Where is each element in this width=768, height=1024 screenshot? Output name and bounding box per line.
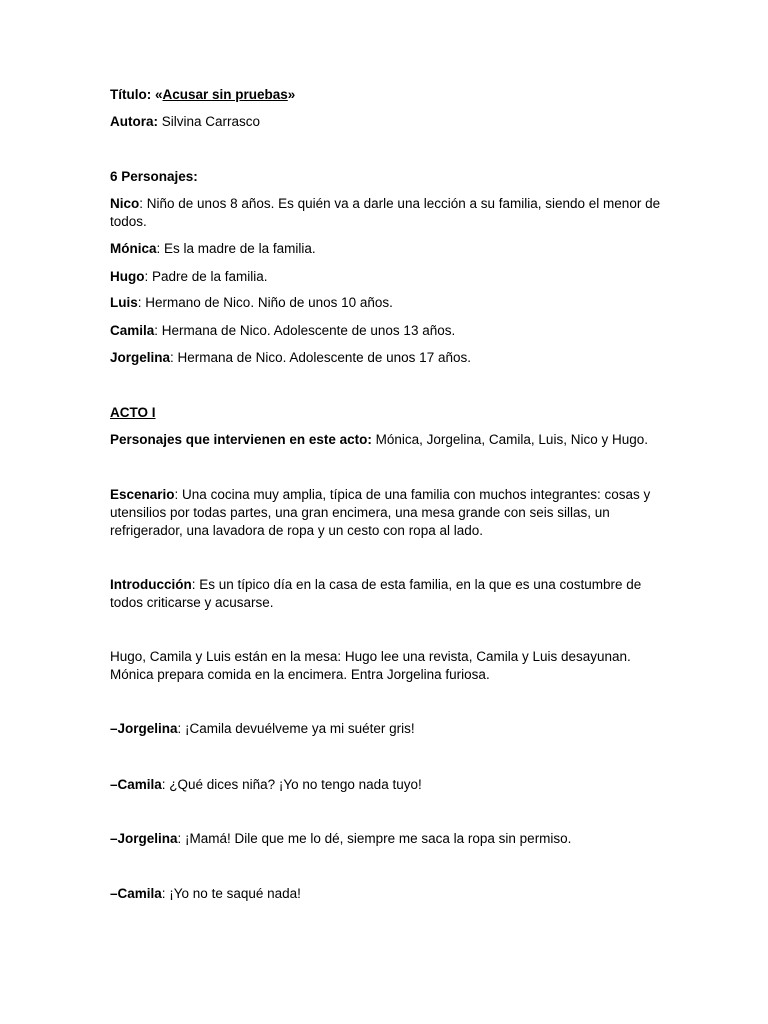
character-description: : Es la madre de la familia. (156, 241, 316, 256)
title-open-quote: « (151, 87, 163, 102)
character-entry (110, 322, 670, 340)
character-name: Jorgelina (110, 350, 171, 365)
play-title: Acusar sin pruebas (162, 87, 288, 102)
dialogue-text: : ¡Yo no te saqué nada! (161, 886, 301, 901)
act-heading: ACTO I (110, 405, 156, 420)
character-entry (110, 240, 670, 258)
character-description: : Hermana de Nico. Adolescente de unos 17 años. (170, 350, 471, 365)
stage-direction: Hugo, Camila y Luis están en la mesa: Hugo lee una revista, Camila y Luis desayunan. Mónica prepara comida en la encimera. Entra Jorgelina furiosa. (110, 649, 631, 682)
document-page (110, 0, 670, 1024)
author-name: Silvina Carrasco (158, 114, 261, 129)
participants-list: Mónica, Jorgelina, Camila, Luis, Nico y Hugo. (371, 432, 648, 447)
dialogue-line (110, 830, 670, 848)
setting-label: Escenario (110, 487, 175, 502)
author-line (110, 113, 670, 131)
character-name: Luis (110, 295, 138, 310)
title-label: Título: (110, 87, 152, 102)
characters-heading: 6 Personajes: (110, 169, 198, 184)
act-participants (110, 431, 670, 449)
dialogue-text: : ¿Qué dices niña? ¡Yo no tengo nada tuyo! (161, 777, 422, 792)
character-description: : Padre de la familia. (144, 269, 268, 284)
character-entry (110, 268, 670, 286)
character-entry (110, 349, 670, 367)
dialogue-speaker: –Camila (110, 886, 162, 901)
character-description: : Niño de unos 8 años. Es quién va a darle una lección a su familia, siendo el menor de todos. (110, 196, 661, 229)
character-name: Mónica (110, 241, 157, 256)
character-entry (110, 195, 670, 231)
dialogue-speaker: –Jorgelina (110, 831, 178, 846)
dialogue-line (110, 720, 670, 738)
dialogue-line (110, 885, 670, 903)
setting-text: : Una cocina muy amplia, típica de una familia con muchos integrantes: cosas y utensilios por todas partes, una gran encimera, una mesa grande con seis sillas, un refrigerador, una lavadora de ropa y un cesto con ropa al lado. (110, 487, 651, 538)
participants-label: Personajes que intervienen en este acto: (110, 432, 372, 447)
dialogue-text: : ¡Mamá! Dile que me lo dé, siempre me saca la ropa sin permiso. (177, 831, 572, 846)
character-name: Hugo (110, 269, 145, 284)
setting-paragraph (110, 486, 670, 540)
title-line (110, 86, 670, 104)
character-name: Nico (110, 196, 140, 211)
intro-label: Introducción (110, 577, 192, 592)
dialogue-speaker: –Jorgelina (110, 721, 178, 736)
intro-text: : Es un típico día en la casa de esta familia, en la que es una costumbre de todos criticarse y acusarse. (110, 577, 642, 610)
character-description: : Hermano de Nico. Niño de unos 10 años. (137, 295, 393, 310)
character-entry (110, 294, 670, 312)
dialogue-speaker: –Camila (110, 777, 162, 792)
character-description: : Hermana de Nico. Adolescente de unos 13 años. (154, 323, 456, 338)
author-label: Autora: (110, 114, 158, 129)
character-name: Camila (110, 323, 155, 338)
dialogue-line (110, 776, 670, 794)
dialogue-text: : ¡Camila devuélveme ya mi suéter gris! (177, 721, 415, 736)
title-close-quote: » (287, 87, 296, 102)
intro-paragraph (110, 576, 670, 612)
